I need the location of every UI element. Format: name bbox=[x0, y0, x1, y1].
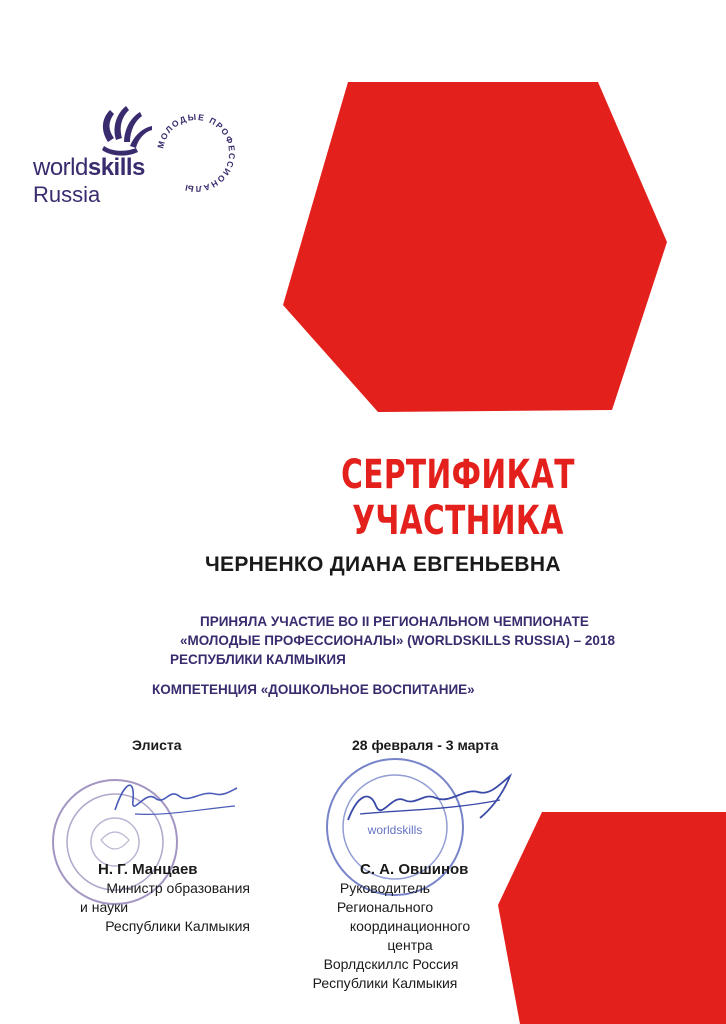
signatory-position-line: и науки bbox=[80, 899, 129, 915]
participation-text bbox=[170, 612, 615, 669]
signatory-position-line: Министр образования bbox=[106, 880, 250, 896]
badge-circular-text: МОЛОДЫЕ ПРОФЕССИОНАЛЫ bbox=[155, 111, 238, 195]
signature-right bbox=[340, 770, 540, 840]
signature-left bbox=[105, 770, 245, 830]
red-hexagon-bottom bbox=[498, 812, 726, 1024]
signatory-left bbox=[60, 860, 250, 936]
participation-line: РЕСПУБЛИКИ КАЛМЫКИЯ bbox=[170, 652, 346, 667]
signatory-position-line: Республики Калмыкия bbox=[105, 918, 250, 934]
signatory-name: Н. Г. Манцаев bbox=[98, 861, 198, 878]
certificate-title-text: СЕРТИФИКАТ УЧАСТНИКА bbox=[341, 452, 575, 544]
logo-skills-text: skills bbox=[87, 154, 145, 181]
logo-russia-text: Russia bbox=[33, 182, 101, 207]
signatory-position-line: Регионального bbox=[336, 899, 434, 915]
molodye-professionaly-badge bbox=[148, 105, 244, 201]
worldskills-logo bbox=[30, 100, 260, 230]
event-dates: 28 февраля - 3 марта bbox=[352, 737, 499, 753]
participation-line: ПРИНЯЛА УЧАСТИЕ ВО II РЕГИОНАЛЬНОМ ЧЕМПИОНАТЕ bbox=[200, 614, 589, 629]
recipient-name: ЧЕРНЕНКО ДИАНА ЕВГЕНЬЕВНА bbox=[205, 553, 561, 576]
signatory-position-line: Республики Калмыкия bbox=[312, 975, 458, 991]
participation-line: «МОЛОДЫЕ ПРОФЕССИОНАЛЫ» (WORLDSKILLS RUSSIA) – 2018 bbox=[180, 633, 615, 648]
certificate-title bbox=[0, 452, 726, 544]
city: Элиста bbox=[132, 737, 182, 753]
competence: КОМПЕТЕНЦИЯ «ДОШКОЛЬНОЕ ВОСПИТАНИЕ» bbox=[152, 682, 475, 697]
signatory-right bbox=[280, 860, 490, 993]
signatory-position-line: Руководитель bbox=[339, 880, 431, 896]
signatory-name: С. А. Овшинов bbox=[360, 861, 469, 878]
signatory-position-line: координационного центра bbox=[349, 918, 471, 953]
signatory-position-line: Ворлдскиллс Россия bbox=[323, 956, 459, 972]
red-hexagon-top bbox=[283, 82, 667, 412]
worldskills-wordmark bbox=[33, 156, 145, 180]
svg-text:МОЛОДЫЕ ПРОФЕССИОНАЛЫ bbox=[155, 112, 237, 194]
stamp-worldskills-text: worldskills bbox=[367, 823, 423, 837]
logo-world-text: world bbox=[33, 154, 88, 181]
